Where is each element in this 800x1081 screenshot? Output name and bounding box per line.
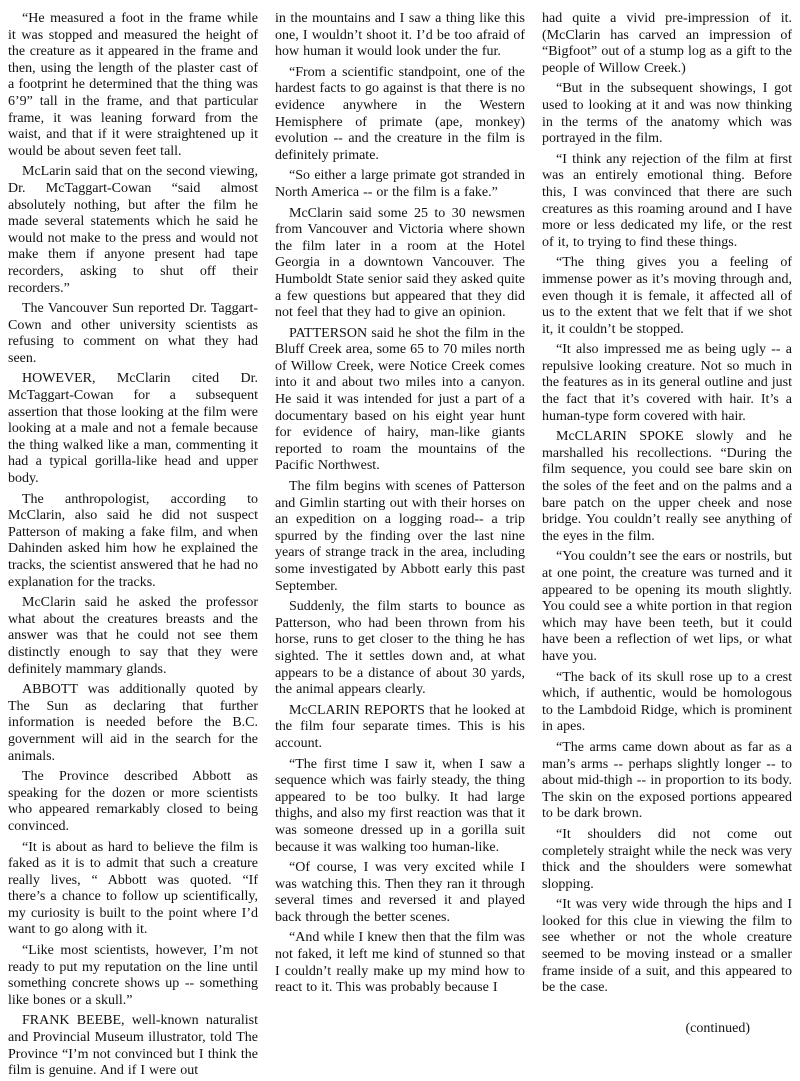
paragraph: McClarin said some 25 to 30 newsmen from Vancouver and Victoria where shown the film later in a room at the Hotel Georgia in a downtown Vancouver. The Humboldt State senior said they asked quite a few questions but appeared that they did not feel that they had to give an opinion.: [275, 205, 525, 321]
paragraph: “Like most scientists, however, I’m not ready to put my reputation on the line until something concrete shows up -- something like bones or a skull.”: [8, 943, 258, 1008]
paragraph: “The thing gives you a feeling of immense power as it’s moving through and, even though it is female, it affected all of us to the extent that we felt that if we shot it, it couldn’t be stopped.: [542, 255, 792, 337]
paragraph: McCLARIN SPOKE slowly and he marshalled his recollections. “During the film sequence, you could see bare skin on the soles of the feet and on the palms and a bare patch on the upper cheek and nose bridge. You couldn’t really see anything of the eyes in the film.: [542, 429, 792, 544]
paragraph: The Vancouver Sun reported Dr. Taggart-Cown and other university scientists as refusing to comment on what they had seen.: [8, 301, 258, 366]
paragraph: “The first time I saw it, when I saw a sequence which was fairly steady, the thing appeared to be too bulky. It had large thighs, and also my first reaction was that it was someone dressed up in a gorilla suit because it was walking too human-like.: [275, 756, 525, 855]
paragraph: The film begins with scenes of Patterson and Gimlin starting out with their horses on an expedition on a logging road-- a trip spurred by the finding over the last nine years of strange track in the area, including some investigated by Abbott early this past September.: [275, 479, 525, 594]
paragraph: McCLARIN REPORTS that he looked at the film four separate times. This is his account.: [275, 702, 525, 751]
paragraph: “It also impressed me as being ugly -- a repulsive looking creature. Not so much in the features as in its general outline and just the fact that it’s covered with hair. It’s a human-type form covered with hair.: [542, 342, 792, 424]
paragraph: “From a scientific standpoint, one of the hardest facts to go against is that there is no evidence anywhere in the Western Hemisphere of primate (ape, monkey) evolution -- and the creature in the film is definitely primate.: [275, 64, 525, 163]
paragraph: The anthropologist, according to McClarin, also said he did not suspect Patterson of making a fake film, and when Dahinden asked him how he explained the tracks, the scientist answered that he had no explanation for the tracks.: [8, 491, 258, 590]
paragraph: FRANK BEEBE, well-known naturalist and Provincial Museum illustrator, told The Province “I’m not convinced but I think the film is genuine. And if I were out: [8, 1013, 258, 1079]
text-column-3: [542, 11, 792, 1051]
paragraph: ABBOTT was additionally quoted by The Sun as declaring that further information is needed before the B.C. government will aid in the search for the animals.: [8, 682, 258, 764]
paragraph: “He measured a foot in the frame while it was stopped and measured the height of the creature as it appeared in the frame and then, using the length of the plaster cast of a footprint he determined that the thing was 6’9” tall in the frame, and that particular frame, it was leaning forward from the waist, and that if it were straightened up it would be about seven feet tall.: [8, 11, 258, 159]
paragraph: “It is about as hard to believe the film is faked as it is to admit that such a creature really lives, “ Abbott was quoted. “If there’s a chance to follow up scientifically, my curiosity is built to the point where I’d want to go along with it.: [8, 839, 258, 938]
text-column-2: [275, 11, 525, 1051]
paragraph: PATTERSON said he shot the film in the Bluff Creek area, some 65 to 70 miles north of Willow Creek, were Notice Creek comes into it and about two miles into a canyon. He said it was intended for just a part of a documentary based on his eight year hunt for evidence of hairy, man-like giants reported to roam the mountains of the Pacific Northwest.: [275, 325, 525, 474]
paragraph: The Province described Abbott as speaking for the dozen or more scientists who appeared remarkably closed to being convinced.: [8, 769, 258, 834]
paragraph: “You couldn’t see the ears or nostrils, but at one point, the creature was turned and it appeared to be opening its mouth slightly. You could see a white portion in that region which may have been teeth, but it could have been a reflection of wet lips, or what have you.: [542, 549, 792, 664]
paragraph: “It was very wide through the hips and I looked for this clue in viewing the film to see whether or not the whole creature seemed to be moving instead or a smaller frame inside of a suit, and this appeared to be the case.: [542, 897, 792, 996]
continued-note: (continued): [685, 1020, 750, 1036]
paragraph: “So either a large primate got stranded in North America -- or the film is a fake.”: [275, 168, 525, 200]
paragraph: “And while I knew then that the film was not faked, it left me kind of stunned so that I couldn’t really make up my mind how to react to it. This was probably because I: [275, 930, 525, 996]
paragraph: McClarin said he asked the professor what about the creatures breasts and the answer was that he could not see them distinctly enough to say that they were definitely mammary glands.: [8, 595, 258, 677]
text-column-1: [8, 11, 258, 1079]
paragraph: HOWEVER, McClarin cited Dr. McTaggart-Cowan for a subsequent assertion that those looking at the film were looking at a male and not a female because the thing walked like a man, commenting it had a typical gorilla-like head and upper body.: [8, 371, 258, 487]
paragraph: “I think any rejection of the film at first was an entirely emotional thing. Before this, I was convinced that there are such creatures as this roaming around and I have more or less dedicated my life, or the rest of it, to trying to find these things.: [542, 151, 792, 250]
paragraph: “The arms came down about as far as a man’s arms -- perhaps slightly longer -- to about mid-thigh -- in proportion to its body. The skin on the exposed portions appeared to be dark brown.: [542, 739, 792, 822]
paragraph: Suddenly, the film starts to bounce as Patterson, who had been thrown from his horse, runs to get closer to the thing he has sighted. The it settles down and, at what appears to be a distance of about 30 yards, the animal appears clearly.: [275, 599, 525, 698]
paragraph-continuation: in the mountains and I saw a thing like this one, I wouldn’t shoot it. I’d be too afraid of how human it would look under the fur.: [275, 11, 525, 60]
paragraph: “The back of its skull rose up to a crest which, if authentic, would be homologous to the Lambdoid Ridge, which is prominent in apes.: [542, 669, 792, 735]
paragraph: “It shoulders did not come out completely straight while the neck was very thick and the shoulders were somewhat slopping.: [542, 826, 792, 892]
paragraph: McLarin said that on the second viewing, Dr. McTaggart-Cowan “said almost absolutely nothing, but after the film he made several statements which he said he would not make to the press and would not make them if anyone present had tape recorders, asking to shut off their recorders.”: [8, 164, 258, 296]
paragraph: “But in the subsequent showings, I got used to looking at it and was now thinking in the terms of the anatomy which was portrayed in the film.: [542, 81, 792, 147]
paragraph-continuation: had quite a vivid pre-impression of it. (McClarin has carved an impression of “Bigfoot” out of a stump log as a gift to the people of Willow Creek.): [542, 11, 792, 76]
paragraph: “Of course, I was very excited while I was watching this. Then they ran it through several times and reversed it and played back through the better scenes.: [275, 860, 525, 925]
